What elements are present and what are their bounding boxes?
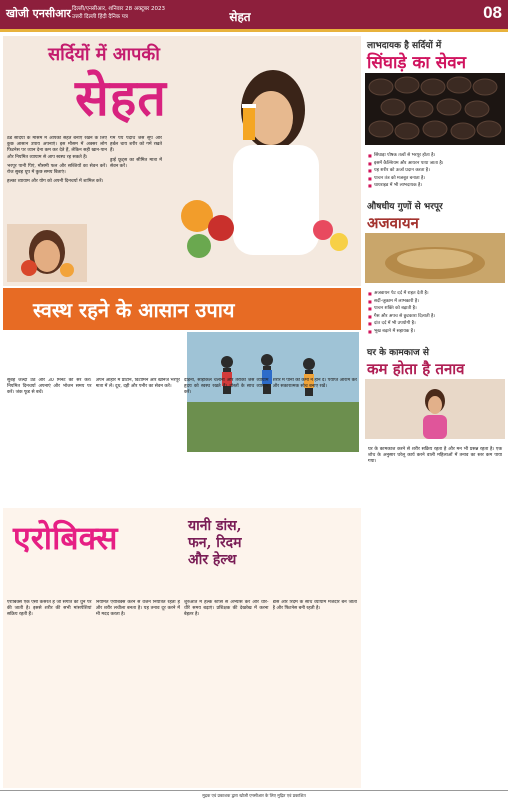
feature-story: [3, 36, 361, 286]
masthead: [0, 0, 508, 32]
masthead-meta: [72, 5, 165, 21]
page-number: 08: [483, 3, 502, 22]
list-item: ■ भूख बढ़ाने में सहायक है।: [368, 329, 502, 335]
singhara-body: [365, 151, 505, 193]
fitness-paragraph: दौड़ना, साइकिल चलाना और तैराकी जैसे व्यायाम हृदय को स्वस्थ रखते हैं। दोस्तों के साथ व्यायाम करें।: [184, 378, 269, 396]
smiling-woman-fruit-photo: [7, 224, 87, 282]
stress-paragraph: घर के कामकाज करने से शरीर सक्रिय रहता है और मन भी प्रसन्न रहता है। एक शोध के अनुसार घरेलू कार्य करने वाली महिलाओं में तनाव का स्तर कम पाया गया।: [368, 446, 502, 464]
fitness-title: स्वस्थ रहने के आसान उपाय: [33, 298, 235, 322]
list-item: ■ गैस और अपच से छुटकारा दिलाती है।: [368, 314, 502, 320]
ajwain-seeds-photo: [365, 233, 505, 283]
ajwain-body: [365, 289, 505, 339]
singhara-title: सिंघाड़े का सेवन: [367, 53, 467, 73]
aerobics-paragraph: नियमित एरोबिक्स करने से वजन नियंत्रित रहता है और शरीर लचीला बनता है। यह तनाव दूर करने में भी मदद करता है।: [95, 600, 180, 618]
stress-kicker: घर के कामकाज से: [367, 347, 429, 358]
aerobics-story: [3, 508, 361, 788]
aerobics-paragraph: एरोबिक्स एक ऐसी कसरत है जो संगीत की धुन पर की जाती है। इससे शरीर की सभी मांसपेशियां सक्रिय रहती हैं।: [7, 600, 92, 618]
water-chestnut-photo: [365, 73, 505, 145]
aerobics-subtitle: [188, 518, 241, 569]
list-item: ■ पाचन तंत्र को मजबूत बनाता है।: [368, 176, 502, 182]
fitness-paragraph: शरीर में पानी की कमी न होने दें। पर्याप्त आराम करें और सकारात्मक सोच बनाए रखें।: [272, 378, 357, 390]
aerobics-paragraph: शुरुआत में हल्के स्टेप्स से अभ्यास करें और धीरे-धीरे समय बढ़ाएं। प्रशिक्षक की देखरेख में करना बेहतर है।: [184, 600, 269, 618]
aerobics-paragraph: डांस और रिदम के साथ व्यायाम मजेदार बन जाता है और फिटनेस बनी रहती है।: [272, 600, 357, 612]
fitness-paragraph: सुबह जल्दी उठें और 30 मिनट की सैर करें। नियमित दिनचर्या अपनाएं और भोजन समय पर करें। जंक फूड से बचें।: [7, 378, 92, 396]
fitness-banner: [3, 288, 361, 330]
feature-kicker: सर्दियों में आपकी: [48, 44, 160, 65]
singhara-kicker: लाभदायक है सर्दियों में: [367, 41, 442, 51]
list-item: ■ सर्दी-जुकाम में लाभकारी है।: [368, 299, 502, 305]
section-title: सेहत: [229, 10, 251, 24]
feature-paragraph: ड्राई फ्रूट्स का सीमित मात्रा में सेवन करें।: [110, 157, 162, 169]
woman-drinking-juice-photo: [163, 40, 359, 283]
aerobics-columns: [7, 600, 357, 785]
masthead-date: दिल्ली/एनसीआर, शनिवार 28 अक्टूबर 2023: [72, 6, 165, 12]
aerobics-subtitle-line: और हेल्थ: [188, 552, 237, 568]
list-item: ■ यह शरीर को ऊर्जा प्रदान करता है।: [368, 168, 502, 174]
ajwain-bullets: [368, 291, 502, 335]
masthead-subtitle: उत्तरी दिल्ली हिंदी दैनिक पत्र: [72, 14, 128, 20]
feature-title: सेहत: [75, 68, 167, 127]
masthead-stripe: [0, 29, 508, 32]
ajwain-kicker: औषधीय गुणों से भरपूर: [367, 201, 443, 212]
aerobics-subtitle-line: फन, रिदम: [188, 535, 242, 551]
list-item: ■ थायराइड में भी लाभदायक है।: [368, 183, 502, 189]
right-column: [365, 36, 505, 467]
list-item: ■ अजवायन पेट दर्द में राहत देती है।: [368, 291, 502, 297]
list-item: ■ सिंघाड़ा पोषक तत्वों से भरपूर होता है।: [368, 153, 502, 159]
list-item: ■ इसमें कैल्शियम और आयरन पाया जाता है।: [368, 161, 502, 167]
singhara-bullets: [368, 153, 502, 189]
aerobics-subtitle-line: यानी डांस,: [188, 518, 242, 534]
list-item: ■ दांत दर्द में भी उपयोगी है।: [368, 321, 502, 327]
feature-paragraph: ठंड सर्दियों के मौसम में आपकी सेहत बनाए रखने के लिए कुछ आसान उपाय अपनाएं। इस मौसम में अक्सर लोग फिटनेस पर ध्यान देना कम कर देते हैं, लेकिन सही खान-पान और नियमित व्यायाम से आप स्वस्थ रह सकते हैं।: [7, 136, 107, 160]
feature-paragraph: भरपूर पानी पिएं, मौसमी फल और सब्जियों का सेवन करें। रोज सुबह धूप में कुछ समय बिताएं।: [7, 163, 107, 176]
list-item: ■ पाचन शक्ति को बढ़ाती है।: [368, 306, 502, 312]
page-footer: मुद्रक एवं प्रकाशक द्वारा खोजी एनसीआर के लिए मुद्रित एवं प्रकाशित: [0, 790, 508, 800]
newspaper-logo: खोजी एनसीआर: [6, 7, 71, 20]
feature-paragraph: गर्म पेय पदार्थ जैसे सूप और हर्बल चाय शरीर को गर्म रखते हैं।: [110, 136, 162, 154]
fitness-story: [3, 288, 361, 506]
housework-photo: [365, 379, 505, 439]
feature-paragraph: हल्का व्यायाम और योग को अपनी दिनचर्या में शामिल करें।: [7, 179, 104, 185]
fitness-paragraph: अपने आहार में प्रोटीन, विटामिन और खनिज भरपूर मात्रा में लें। दूध, दही और पनीर का सेवन करें।: [95, 378, 180, 390]
ajwain-title: अजवायन: [367, 213, 419, 232]
fitness-columns: [7, 378, 357, 502]
stress-title: कम होता है तनाव: [367, 359, 465, 378]
feature-column-2: [110, 136, 162, 281]
aerobics-title: एरोबिक्स: [13, 519, 118, 557]
